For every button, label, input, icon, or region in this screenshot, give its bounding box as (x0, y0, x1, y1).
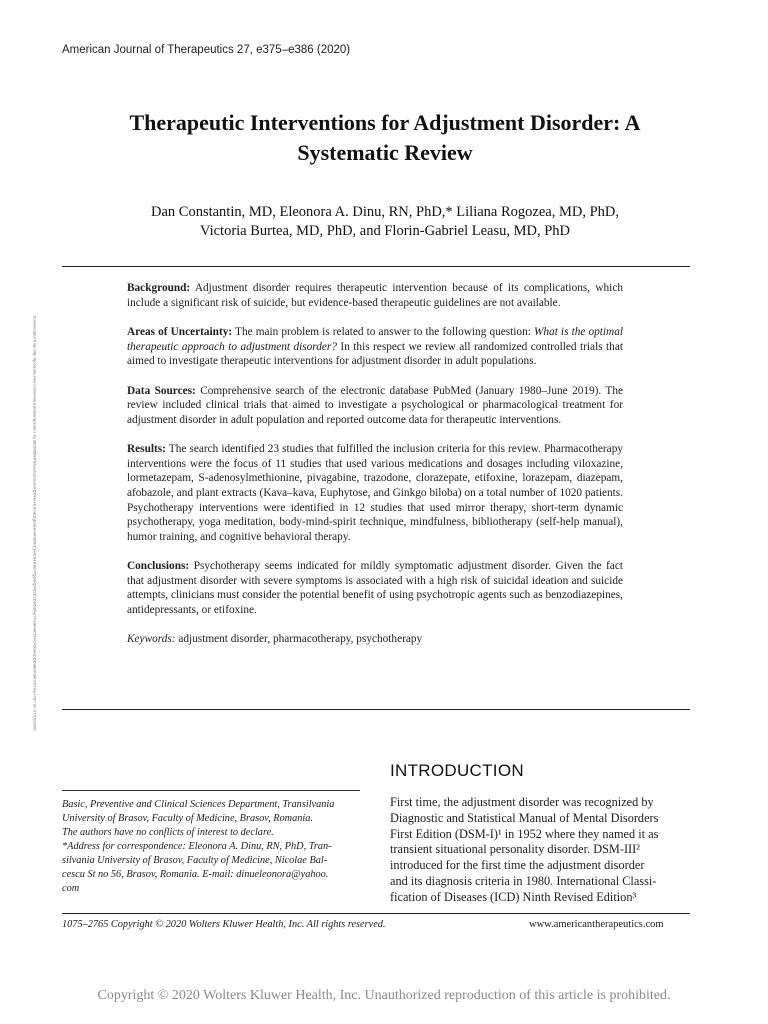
abstract-bottom-rule (62, 709, 690, 710)
introduction-heading: INTRODUCTION (390, 761, 524, 780)
keywords-label: Keywords: (127, 633, 176, 646)
uncertainty-text-1: The main problem is related to answer to the following question: (232, 325, 534, 338)
intro-line: transient situational personality disorder. DSM-III² (390, 842, 640, 857)
copyright-watermark: Copyright © 2020 Wolters Kluwer Health, Inc. Unauthorized reproduction of this article is prohibited. (97, 988, 671, 1003)
intro-line: and its diagnosis criteria in 1980. International Classi- (390, 873, 657, 888)
sources-text: Comprehensive search of the electronic database PubMed (January 1980–June 2019). The review included clinical trials that aimed to investigate a psychological or pharmacological treatment for adjustment disorder in adult population and reported outcome data for therapeutic interventions. (127, 384, 623, 426)
article-title (70, 108, 700, 168)
background-text: Adjustment disorder requires therapeutic intervention because of its complications, which include a significant risk of suicide, but evidence-based therapeutic guidelines are not available. (127, 282, 623, 309)
abstract-background (127, 281, 623, 310)
background-label: Background: (127, 282, 191, 294)
sources-label: Data Sources: (127, 384, 196, 397)
uncertainty-text-2: In this respect we review all randomized controlled trials that aimed to investigate therapeutic interventions for adjustment disorder in adult populations. (127, 340, 623, 368)
download-note-sidebar (30, 315, 38, 731)
abstract-uncertainty (127, 325, 623, 369)
title-line-2: Systematic Review (297, 140, 473, 165)
footnote-line: com (62, 883, 80, 894)
footnote-line: The authors have no conflicts of interest to declare. (62, 827, 274, 838)
footnote-line: cescu St no 56, Brasov, Romania. E-mail: dinueleonora@yahoo. (62, 869, 329, 880)
abstract-top-rule (62, 266, 690, 267)
title-line-1: Therapeutic Interventions for Adjustment Disorder: A (129, 110, 641, 135)
footnote-line: *Address for correspondence: Eleonora A. Dinu, RN, PhD, Tran- (62, 841, 332, 852)
intro-line: introduced for the first time the adjustment disorder (390, 858, 645, 873)
footer-rule (62, 913, 690, 914)
journal-website-link[interactable]: www.americantherapeutics.com (529, 919, 664, 930)
abstract-conclusions (127, 559, 623, 617)
intro-line: fication of Diseases (ICD) Ninth Revised Edition³ (390, 889, 637, 904)
uncertainty-question: What is the optimal therapeutic approach to adjustment disorder? (127, 325, 623, 353)
download-note: Downloaded from http://journals.lww.com/americantherapeutics by BhDMf5ePHKav1zEoum1tQfN4a+kJLhEZgbsIHo4XMi0hCywCX1AWnYQp/IlQrHD3i3D0OdRyi7TvSFl4Cf3VC4/OAVpDDa8KKGKV0Ymy+78= on 07/10/2020 (32, 315, 38, 731)
results-label: Results: (127, 443, 166, 456)
footnote-line: University of Brasov, Faculty of Medicine, Brasov, Romania. (62, 813, 313, 824)
abstract (127, 281, 623, 662)
author-list (70, 203, 700, 241)
introduction-body (390, 795, 690, 906)
authors-line-2: Victoria Burtea, MD, PhD, and Florin-Gabriel Leasu, MD, PhD (199, 223, 571, 239)
footnote-rule (62, 790, 360, 791)
conclusions-text: Psychotherapy seems indicated for mildly symptomatic adjustment disorder. Given the fact that adjustment disorder with severe symptoms is associated with a high risk of suicidal ideation and suicide attempts, clinicians must consider the potential benefit of using psychotropic agents such as benzodiazepines, antidepressants, or etifoxine. (127, 560, 623, 616)
results-text: The search identified 23 studies that fulfilled the inclusion criteria for this review. Pharmacotherapy interventions were the focus of 11 studies that used various medications and dosages including viloxazine, lormetazepam, S-adenosylmethionine, pivagabine, trazodone, clorazepate, etifoxine, lorazepam, diazepam, afobazole, and plant extracts (Kava–kava, Euphytose, and Ginkgo biloba) on a total number of 1020 patients. Psychotherapy interventions were identified in 12 studies that used mirror therapy, short-term dynamic psychotherapy, yoga meditation, body-mind-spirit technique, mindfulness, bibliotherapy (self-help manual), humor training, and cognitive behavioral therapy. (127, 443, 623, 543)
intro-line: First Edition (DSM-I)¹ in 1952 where they named it as (390, 826, 659, 841)
abstract-results (127, 442, 623, 544)
uncertainty-label: Areas of Uncertainty: (127, 325, 233, 338)
intro-line: Diagnostic and Statistical Manual of Mental Disorders (390, 810, 659, 825)
footnote-line: silvania University of Brasov, Faculty of Medicine, Nicolae Bal- (62, 855, 328, 866)
keywords-text: adjustment disorder, pharmacotherapy, psychotherapy (175, 633, 423, 646)
footer-copyright: 1075–2765 Copyright © 2020 Wolters Kluwer Health, Inc. All rights reserved. (62, 919, 386, 930)
authors-line-1: Dan Constantin, MD, Eleonora A. Dinu, RN, PhD,* Liliana Rogozea, MD, PhD, (151, 204, 619, 220)
abstract-keywords (127, 632, 623, 647)
affiliation-footnote (62, 798, 360, 896)
intro-line: First time, the adjustment disorder was recognized by (390, 795, 654, 809)
conclusions-label: Conclusions: (127, 560, 190, 573)
footnote-line: Basic, Preventive and Clinical Sciences Department, Transilvania (62, 799, 335, 810)
journal-citation: American Journal of Therapeutics 27, e375–e386 (2020) (62, 44, 351, 56)
abstract-data-sources (127, 384, 623, 428)
